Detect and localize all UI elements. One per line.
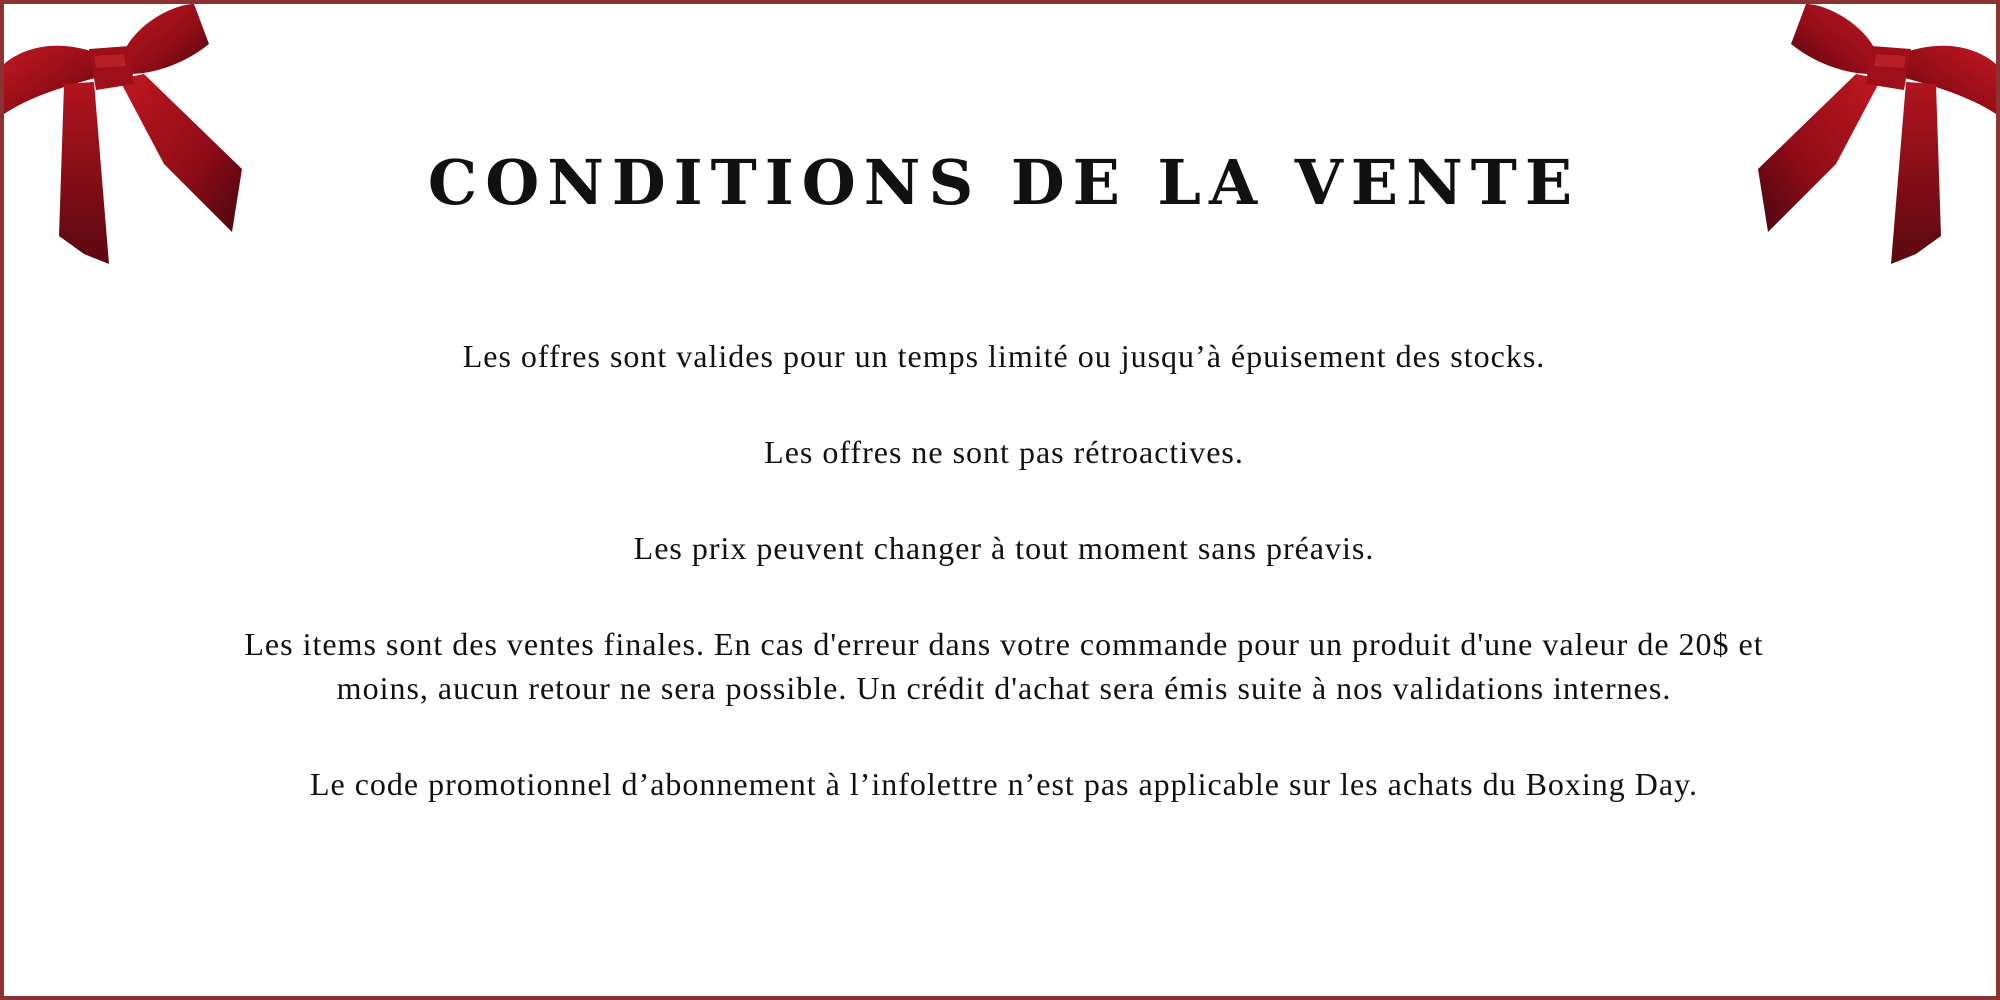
- terms-list: [154, 334, 1854, 858]
- term-item: Le code promotionnel d’abonnement à l’infolettre n’est pas applicable sur les achats du Boxing Day.: [309, 766, 1699, 802]
- term-item: Les offres ne sont pas rétroactives.: [764, 434, 1244, 470]
- term-item: Les prix peuvent changer à tout moment sans préavis.: [633, 530, 1375, 566]
- red-ribbon-bow-icon: [4, 4, 249, 274]
- red-ribbon-bow-icon: [1751, 4, 1996, 274]
- term-item: Les items sont des ventes finales. En cas d'erreur dans votre commande pour un produit d'une valeur de 20$ et moins, aucun retour ne sera possible. Un crédit d'achat sera émis suite à nos validations internes.: [244, 626, 1764, 706]
- page-title: CONDITIONS DE LA VENTE: [427, 146, 1581, 219]
- term-item: Les offres sont valides pour un temps limité ou jusqu’à épuisement des stocks.: [462, 338, 1546, 374]
